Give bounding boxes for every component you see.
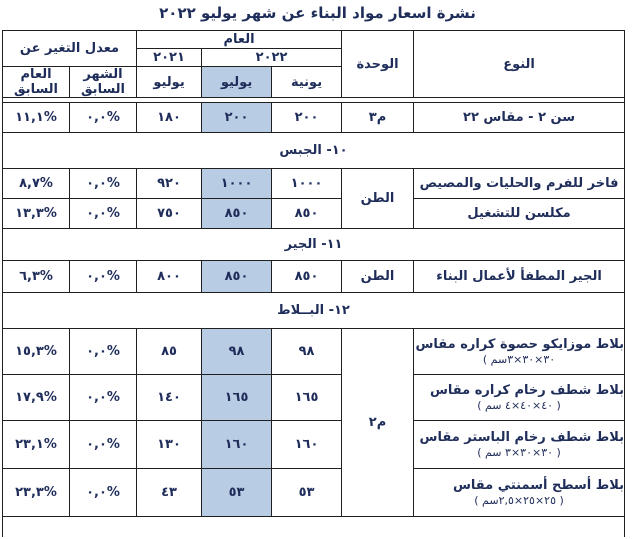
change-prev-year: %٢٣,١ [3,421,70,469]
header-unit: الوحدة [342,31,414,98]
item-name: بلاط أسطح أسمنتي مقاس [452,477,625,493]
item-type: مكلسن للتشغيل [414,199,625,229]
table-row [3,169,625,199]
table-footer-blank [3,517,625,537]
change-prev-month: %٠,٠ [70,103,137,133]
item-unit: م٢ [342,329,414,517]
item-unit: الطن [342,261,414,293]
item-size: ( ٢٥×٢٥×٢,٥سم ) [474,493,564,507]
july-2022-price: ١٠٠٠ [202,169,272,199]
june-price: ٥٣ [272,469,342,517]
page-title: نشرة اسعار مواد البناء عن شهر يوليو ٢٠٢٢ [159,4,476,22]
item-type [414,329,625,375]
july-2022-price: ٢٠٠ [202,103,272,133]
header-type: النوع [414,31,625,98]
july-2022-price: ٥٣ [202,469,272,517]
header-july-2021: يوليو [137,67,202,98]
july-2022-price: ٨٥٠ [202,261,272,293]
july-2021-price: ١٨٠ [137,103,202,133]
item-type [414,375,625,421]
july-2021-price: ٨٥ [137,329,202,375]
change-prev-month: %٠,٠ [70,469,137,517]
table-row [3,469,625,517]
item-type: فاخر للفرم والحليات والمصيص [414,169,625,199]
change-prev-year: %٢٣,٣ [3,469,70,517]
july-2021-price: ٧٥٠ [137,199,202,229]
change-prev-year: %١١,١ [3,103,70,133]
july-2021-price: ٨٠٠ [137,261,202,293]
change-prev-month: %٠,٠ [70,329,137,375]
table-row [3,199,625,229]
july-2022-price: ١٦٠ [202,421,272,469]
price-table [2,30,625,537]
header-year: العام [137,31,342,49]
section-tiles: ١٢- البــلاط [3,293,625,329]
item-type: سن ٢ - مقاس ٢٢ [414,103,625,133]
item-name: بلاط شطف رخام كراره مقاس [429,382,625,398]
change-prev-year: %١٥,٣ [3,329,70,375]
change-prev-year: %١٧,٩ [3,375,70,421]
june-price: ١٦٥ [272,375,342,421]
july-2022-price: ١٦٥ [202,375,272,421]
item-size: ( ٣٠×٣٠×٣ سم ) [477,445,561,459]
june-price: ٨٥٠ [272,261,342,293]
table-row [3,103,625,133]
item-type [414,421,625,469]
change-prev-year: %١٣,٣ [3,199,70,229]
june-price: ١٠٠٠ [272,169,342,199]
section-gypsum: ١٠- الجبس [3,133,625,169]
table-row [3,329,625,375]
july-2021-price: ٤٣ [137,469,202,517]
header-prev-year: العام السابق [3,67,70,98]
change-prev-month: %٠,٠ [70,421,137,469]
july-2021-price: ١٤٠ [137,375,202,421]
june-price: ٨٥٠ [272,199,342,229]
header-july-2022: يوليو [202,67,272,98]
july-2022-price: ٩٨ [202,329,272,375]
july-2021-price: ٩٢٠ [137,169,202,199]
change-prev-month: %٠,٠ [70,375,137,421]
item-size: ٣٠×٣٠×٣سم ) [482,352,556,366]
table-row [3,421,625,469]
june-price: ٢٠٠ [272,103,342,133]
header-change: معدل التغير عن [3,31,137,67]
item-name: بلاط موزايكو حصوة كراره مقاس [415,336,625,352]
header-prev-month: الشهر السابق [70,67,137,98]
change-prev-year: %٦,٣ [3,261,70,293]
june-price: ١٦٠ [272,421,342,469]
item-size: ( ٤٠×٤٠×٤ سم ) [477,398,561,412]
item-type [414,469,625,517]
header-2022: ٢٠٢٢ [202,49,342,67]
header-june: يونية [272,67,342,98]
table-row [3,375,625,421]
july-2021-price: ١٣٠ [137,421,202,469]
july-2022-price: ٨٥٠ [202,199,272,229]
change-prev-month: %٠,٠ [70,199,137,229]
change-prev-month: %٠,٠ [70,261,137,293]
item-unit: م٣ [342,103,414,133]
item-type: الجير المطفأ لأعمال البناء [414,261,625,293]
change-prev-month: %٠,٠ [70,169,137,199]
item-name: بلاط شطف رخام الباستر مقاس [419,429,625,445]
header-2021: ٢٠٢١ [137,49,202,67]
item-unit: الطن [342,169,414,229]
june-price: ٩٨ [272,329,342,375]
table-row [3,261,625,293]
change-prev-year: %٨,٧ [3,169,70,199]
section-lime: ١١- الجير [3,229,625,261]
